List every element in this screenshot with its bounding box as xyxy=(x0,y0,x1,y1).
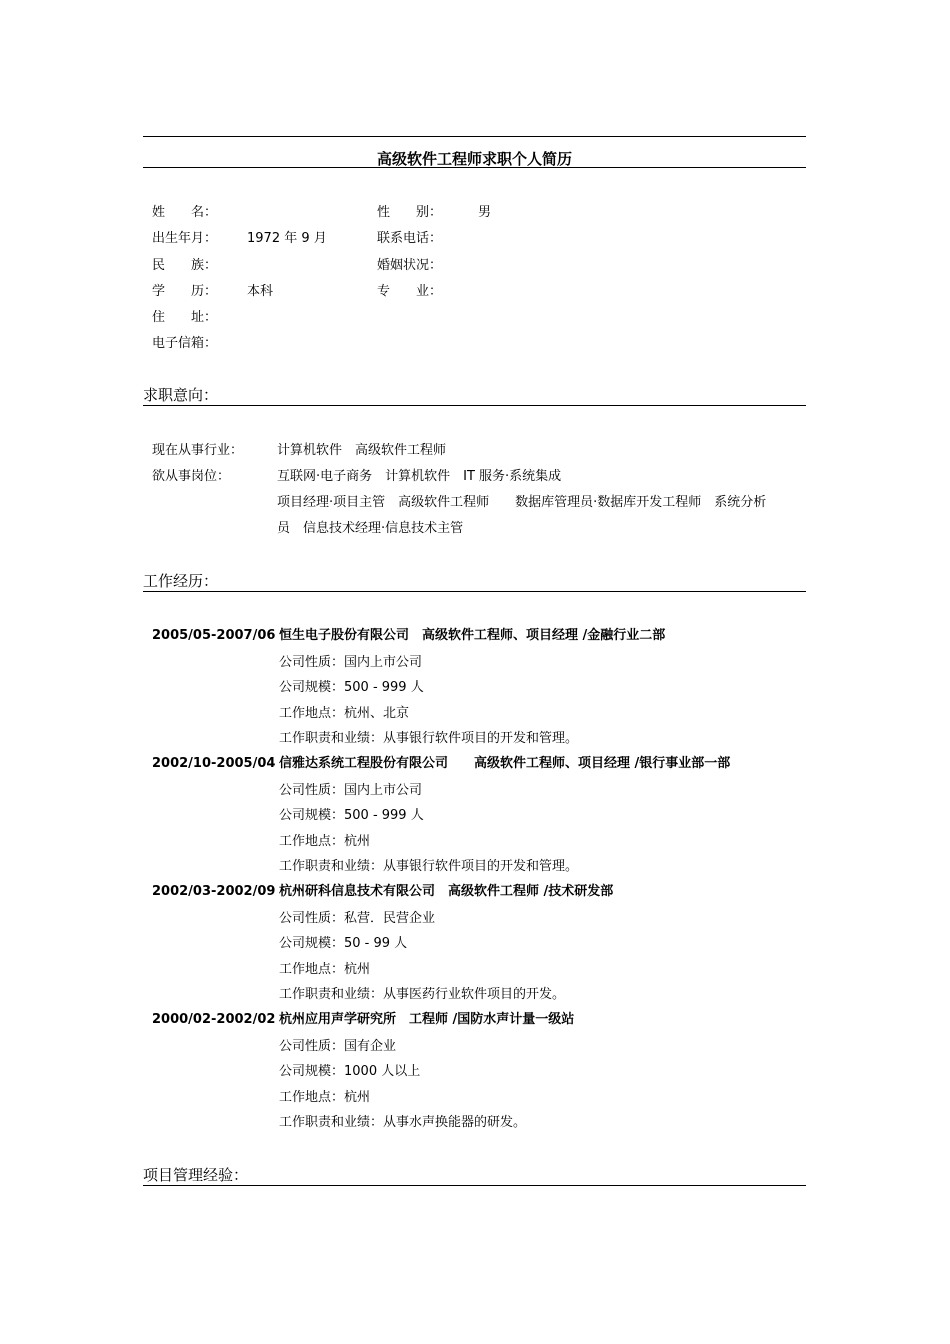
job-nature: 公司性质：私营．民营企业 xyxy=(279,911,436,926)
job-duties: 工作职责和业绩：从事水声换能器的研发。 xyxy=(279,1115,527,1130)
desired-position-line1: 互联网·电子商务 计算机软件 IT 服务·系统集成 xyxy=(277,469,562,484)
experience-rule xyxy=(143,591,806,592)
job-nature: 公司性质：国内上市公司 xyxy=(279,783,423,798)
education-value: 本科 xyxy=(247,284,274,299)
job-headline: 信雅达系统工程股份有限公司 高级软件工程师、项目经理 /银行事业部一部 xyxy=(279,756,731,771)
job-location: 工作地点：杭州、北京 xyxy=(279,706,410,721)
job-period: 2000/02-2002/02 xyxy=(152,1012,276,1027)
job-duties: 工作职责和业绩：从事银行软件项目的开发和管理。 xyxy=(279,859,579,874)
page-title: 高级软件工程师求职个人简历 xyxy=(376,150,572,168)
job-headline: 杭州应用声学研究所 工程师 /国防水声计量一级站 xyxy=(279,1012,575,1027)
current-industry-label: 现在从事行业： xyxy=(152,443,244,458)
email-label: 电子信箱： xyxy=(152,336,218,351)
project-management-heading: 项目管理经验： xyxy=(143,1166,249,1184)
current-industry-value: 计算机软件 高级软件工程师 xyxy=(277,443,447,458)
title-bottom-rule xyxy=(143,167,806,168)
title-top-rule xyxy=(143,136,806,137)
desired-position-label: 欲从事岗位： xyxy=(152,469,231,484)
job-nature: 公司性质：国有企业 xyxy=(279,1039,397,1054)
ethnicity-label: 民 族： xyxy=(152,258,218,273)
job-duties: 工作职责和业绩：从事医药行业软件项目的开发。 xyxy=(279,987,566,1002)
desired-position-line3: 员 信息技术经理·信息技术主管 xyxy=(277,521,464,536)
experience-heading: 工作经历： xyxy=(143,572,219,590)
job-period: 2002/03-2002/09 xyxy=(152,884,276,899)
gender-label: 性 别： xyxy=(377,205,443,220)
project-management-rule xyxy=(143,1185,806,1186)
job-scale: 公司规模：1000 人以上 xyxy=(279,1064,421,1079)
job-location: 工作地点：杭州 xyxy=(279,834,371,849)
education-label: 学 历： xyxy=(152,284,218,299)
phone-label: 联系电话： xyxy=(377,231,443,246)
job-location: 工作地点：杭州 xyxy=(279,962,371,977)
job-scale: 公司规模：50 - 99 人 xyxy=(279,936,408,951)
job-period: 2002/10-2005/04 xyxy=(152,756,276,771)
birth-label: 出生年月： xyxy=(152,231,218,246)
job-duties: 工作职责和业绩：从事银行软件项目的开发和管理。 xyxy=(279,731,579,746)
address-label: 住 址： xyxy=(152,310,218,325)
gender-value: 男 xyxy=(478,205,492,220)
intent-rule xyxy=(143,405,806,406)
desired-position-line2: 项目经理·项目主管 高级软件工程师 数据库管理员·数据库开发工程师 系统分析 xyxy=(277,495,767,510)
job-location: 工作地点：杭州 xyxy=(279,1090,371,1105)
job-scale: 公司规模：500 - 999 人 xyxy=(279,680,424,695)
job-nature: 公司性质：国内上市公司 xyxy=(279,655,423,670)
intent-heading: 求职意向： xyxy=(143,386,219,404)
birth-value: 1972 年 9 月 xyxy=(247,231,327,246)
major-label: 专 业： xyxy=(377,284,443,299)
marital-label: 婚姻状况： xyxy=(377,258,443,273)
job-period: 2005/05-2007/06 xyxy=(152,628,276,643)
job-scale: 公司规模：500 - 999 人 xyxy=(279,808,424,823)
job-headline: 恒生电子股份有限公司 高级软件工程师、项目经理 /金融行业二部 xyxy=(279,628,666,643)
name-label: 姓 名： xyxy=(152,205,218,220)
job-headline: 杭州研科信息技术有限公司 高级软件工程师 /技术研发部 xyxy=(279,884,614,899)
